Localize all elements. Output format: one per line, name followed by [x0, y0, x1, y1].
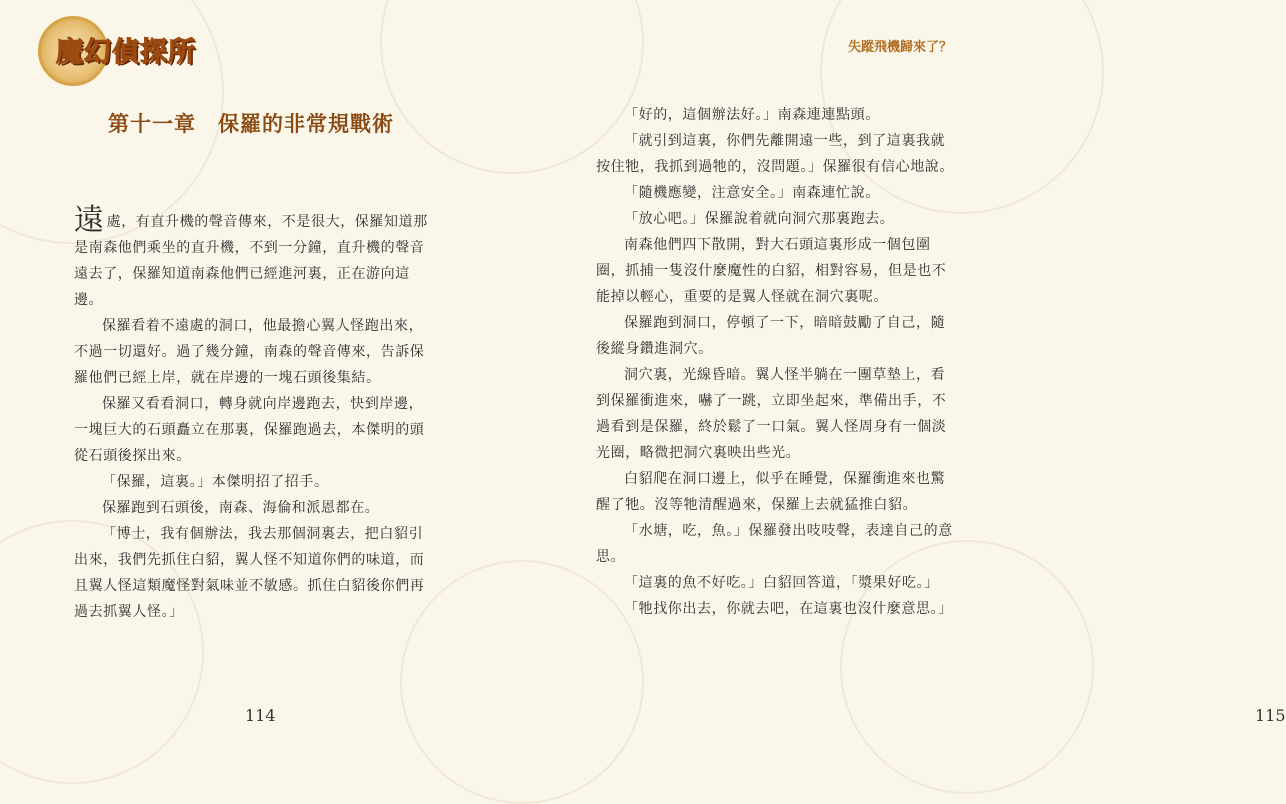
left-body-text	[74, 203, 434, 625]
page-number-right: 115	[1255, 706, 1286, 725]
logo-text: 魔幻偵探所	[56, 37, 196, 68]
paragraph: 「水塘，吃，魚。」保羅發出吱吱聲，表達自己的意思。	[596, 523, 953, 565]
paragraph: 「就引到這裏，你們先離開遠一些，到了這裏我就按住牠，我抓到過牠的，沒問題。」保羅很有信心地說。	[596, 133, 954, 175]
paragraph: 「隨機應變，注意安全。」南森連忙說。	[624, 185, 880, 201]
paragraph: 保羅跑到洞口，停頓了一下，暗暗鼓勵了自己，隨後縱身鑽進洞穴。	[596, 315, 946, 357]
paragraph: 「這裏的魚不好吃。」白貂回答道，「漿果好吃。」	[624, 575, 939, 591]
paragraph: 保羅跑到石頭後，南森、海倫和派恩都在。	[102, 500, 380, 516]
book-logo	[38, 14, 218, 84]
paragraph: 「博士，我有個辦法，我去那個洞裏去，把白貂引出來，我們先抓住白貂，翼人怪不知道你們的味道，而且翼人怪這類魔怪對氣味並不敏感。抓住白貂後你們再過去抓翼人怪。」	[74, 526, 425, 620]
paragraph: 「放心吧。」保羅說着就向洞穴那裏跑去。	[624, 211, 895, 227]
paragraph: 「保羅，這裏。」本傑明招了招手。	[102, 474, 329, 490]
chapter-title: 第十一章 保羅的非常規戰術	[108, 111, 394, 136]
paragraph: 南森他們四下散開，對大石頭這裏形成一個包圍圈，抓捕一隻沒什麼魔性的白貂，相對容易，但是也不能掉以輕心，重要的是翼人怪就在洞穴裏呢。	[596, 237, 947, 305]
paragraph	[74, 203, 434, 313]
dropcap: 遠	[74, 203, 105, 238]
page-number-left: 114	[245, 706, 276, 725]
paragraph: 「牠找你出去，你就去吧，在這裏也沒什麼意思。」	[624, 601, 953, 617]
paragraph: 保羅看着不遠處的洞口，他最擔心翼人怪跑出來，不過一切還好。過了幾分鐘，南森的聲音傳來，告訴保羅他們已經上岸，就在岸邊的一塊石頭後集結。	[74, 318, 425, 386]
paragraph: 保羅又看看洞口，轉身就向岸邊跑去，快到岸邊，一塊巨大的石頭矗立在那裏，保羅跑過去，本傑明的頭從石頭後探出來。	[74, 396, 425, 464]
running-header: 失蹤飛機歸來了？	[847, 40, 952, 55]
paragraph: 「好的，這個辦法好。」南森連連點頭。	[624, 107, 880, 123]
paragraph: 白貂爬在洞口邊上，似乎在睡覺，保羅衝進來也驚醒了牠。沒等牠清醒過來，保羅上去就猛推白貂。	[596, 471, 946, 513]
left-page	[0, 0, 512, 767]
paragraph: 洞穴裏，光線昏暗。翼人怪半躺在一團草墊上，看到保羅衝進來，嚇了一跳，立即坐起來，準備出手，不過看到是保羅，終於鬆了一口氣。翼人怪周身有一個淡光圈，略微把洞穴裏映出些光。	[596, 367, 947, 461]
right-body-text	[596, 102, 956, 622]
paragraph-text: 處，有直升機的聲音傳來，不是很大，保羅知道那是南森他們乘坐的直升機，不到一分鐘，直升機的聲音遠去了，保羅知道南森他們已經進河裏，正在游向這邊。	[74, 214, 428, 308]
